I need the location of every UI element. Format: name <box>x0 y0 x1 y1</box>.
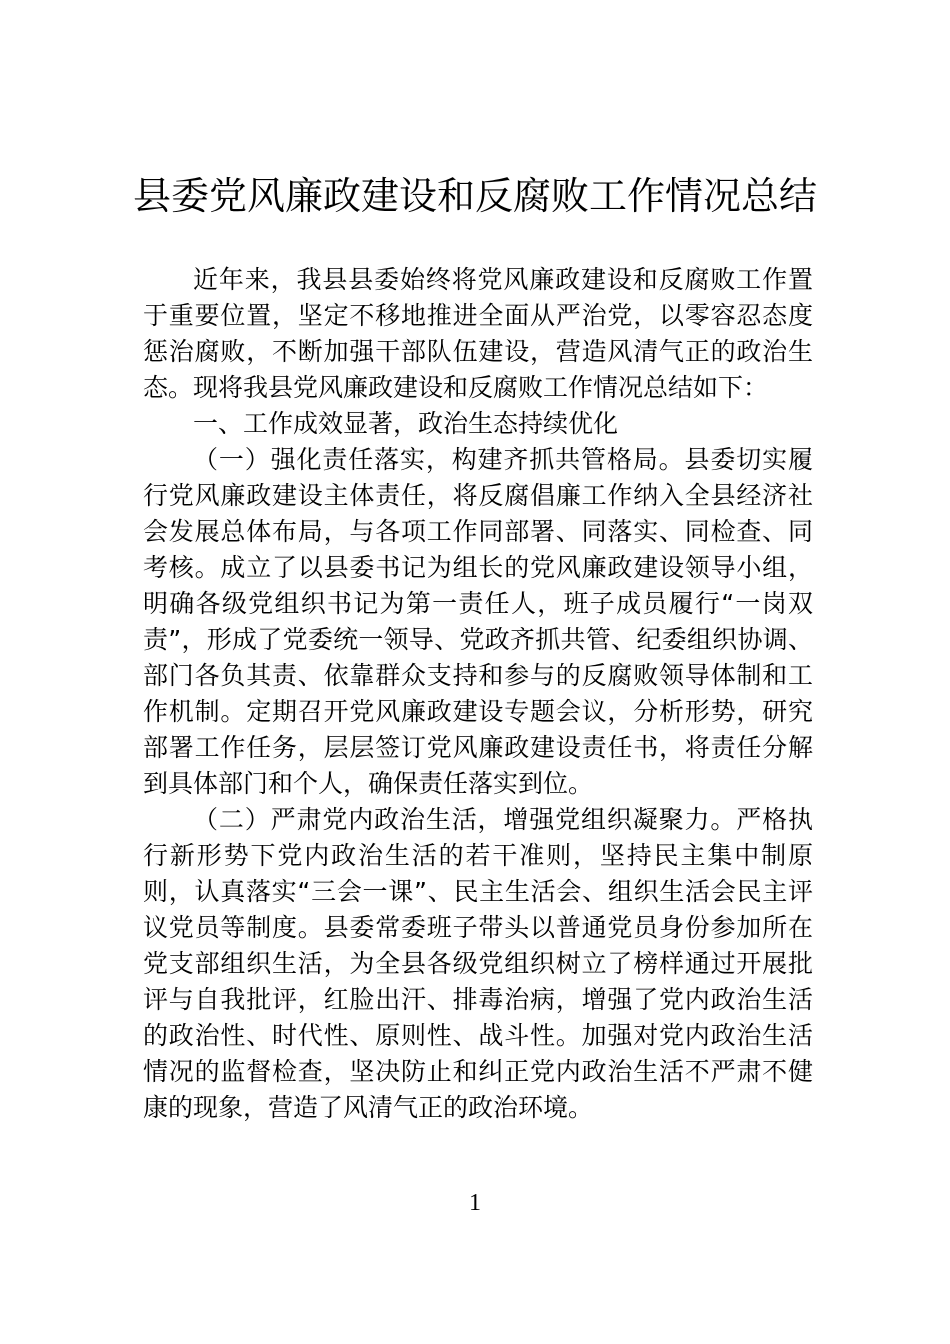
page-number: 1 <box>469 1190 481 1216</box>
section-heading: 一、工作成效显著，政治生态持续优化 <box>193 409 619 438</box>
intro-paragraph: 近年来，我县县委始终将党风廉政建设和反腐败工作置于重要位置，坚定不移地推进全面从严治党，以零容忍态度惩治腐败，不断加强干部队伍建设，营造风清气正的政治生态。现将我县党风廉政建设和反腐败工作情况总结如下： <box>143 265 813 402</box>
document-body <box>143 262 813 1126</box>
body-paragraph: （二）严肃党内政治生活，增强党组织凝聚力。严格执行新形势下党内政治生活的若干准则，坚持民主集中制原则，认真落实“三会一课”、民主生活会、组织生活会民主评议党员等制度。县委常委班子带头以普通党员身份参加所在党支部组织生活，为全县各级党组织树立了榜样通过开展批评与自我批评，红脸出汗、排毒治病，增强了党内政治生活的政治性、时代性、原则性、战斗性。加强对党内政治生活情况的监督检查，坚决防止和纠正党内政治生活不严肃不健康的现象，营造了风清气正的政治环境。 <box>143 805 813 1122</box>
document-title: 县委党风廉政建设和反腐败工作情况总结 <box>132 174 817 218</box>
body-paragraph: （一）强化责任落实，构建齐抓共管格局。县委切实履行党风廉政建设主体责任，将反腐倡廉工作纳入全县经济社会发展总体布局，与各项工作同部署、同落实、同检查、同考核。成立了以县委书记为组长的党风廉政建设领导小组，明确各级党组织书记为第一责任人，班子成员履行“一岗双责”，形成了党委统一领导、党政齐抓共管、纪委组织协调、部门各负其责、依靠群众支持和参与的反腐败领导体制和工作机制。定期召开党风廉政建设专题会议，分析形势，研究部署工作任务，层层签订党风廉政建设责任书，将责任分解到具体部门和个人，确保责任落实到位。 <box>143 445 813 798</box>
